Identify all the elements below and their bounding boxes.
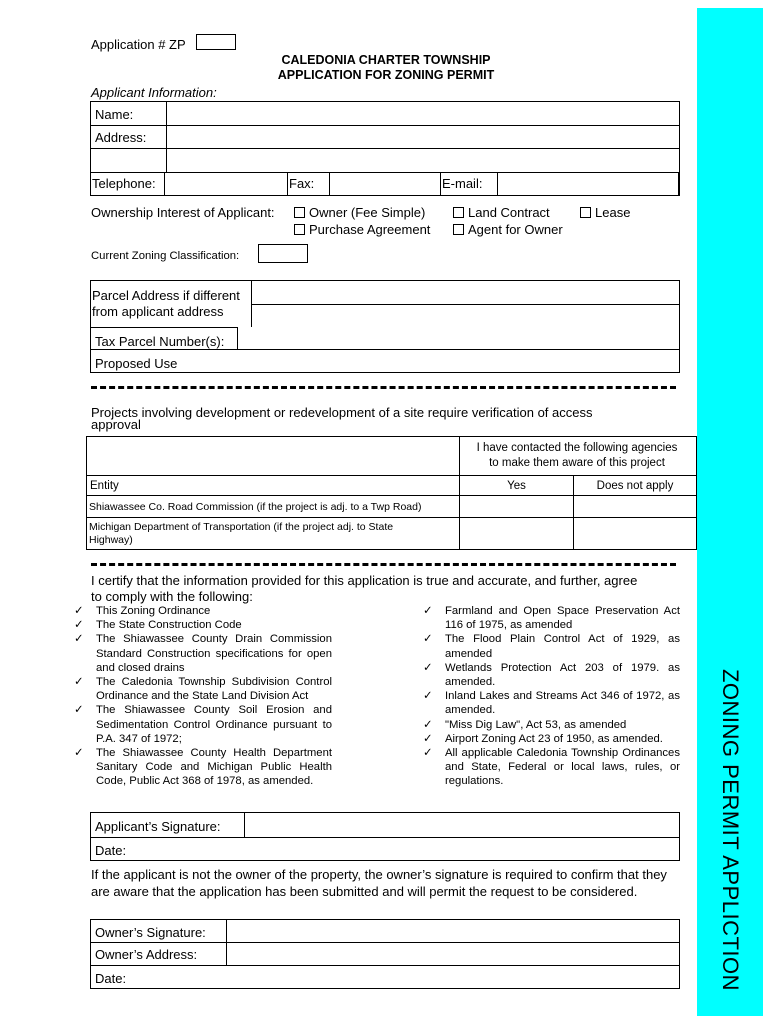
name-input[interactable] bbox=[167, 102, 679, 125]
owner-address-label: Owner’s Address: bbox=[95, 947, 198, 962]
applicant-signature-block bbox=[90, 812, 680, 861]
list-item: ✓ The Caledonia Township Subdivision Control Ordinance and the State Land Division Act bbox=[74, 676, 332, 703]
form-subtitle: APPLICATION FOR ZONING PERMIT bbox=[277, 68, 495, 82]
org-title: CALEDONIA CHARTER TOWNSHIP bbox=[281, 53, 491, 67]
list-item: ✓ The Shiawassee County Soil Erosion and Sedimentation Control Ordinance pursuant to P.A. 347 of 1972; bbox=[74, 704, 332, 745]
applicant-date-label: Date: bbox=[95, 843, 127, 858]
owner-signature-block bbox=[90, 919, 680, 989]
zoning-input[interactable] bbox=[258, 244, 308, 263]
checkbox-icon[interactable] bbox=[294, 224, 305, 235]
checkmark-icon: ✓ bbox=[74, 747, 84, 760]
mdot-yes-cell[interactable] bbox=[460, 518, 573, 549]
entity-column-header: Entity bbox=[90, 480, 119, 492]
address-label: Address: bbox=[95, 130, 147, 145]
list-item: ✓ All applicable Caledonia Township Ordinances and State, Federal or local laws, rules, or regulations. bbox=[423, 747, 680, 788]
checkbox-icon[interactable] bbox=[453, 207, 464, 218]
owner-signature-label: Owner’s Signature: bbox=[95, 925, 206, 940]
ownership-label: Ownership Interest of Applicant: bbox=[91, 205, 275, 220]
yes-column-header: Yes bbox=[507, 480, 526, 492]
list-item: ✓ The State Construction Code bbox=[74, 619, 242, 632]
tax-parcel-input[interactable] bbox=[237, 327, 679, 350]
access-intro: Projects involving development or redevelopment of a site require verification of access approval bbox=[91, 405, 593, 432]
application-number-label: Application # ZP bbox=[91, 37, 186, 52]
list-item: ✓ Farmland and Open Space Preservation Act 116 of 1975, as amended bbox=[423, 605, 680, 632]
list-item: ✓ Wetlands Protection Act 203 of 1979. as amended. bbox=[423, 661, 680, 689]
parcel-address-label: Parcel Address if different from applicant address bbox=[92, 288, 240, 319]
checkmark-icon: ✓ bbox=[74, 619, 84, 632]
applicant-date-input[interactable] bbox=[141, 838, 679, 861]
applicant-signature-label: Applicant’s Signature: bbox=[95, 819, 221, 834]
email-input[interactable] bbox=[497, 172, 679, 196]
road-commission-row: Shiawassee Co. Road Commission (if the project is adj. to a Twp Road) bbox=[89, 501, 422, 513]
email-label: E-mail: bbox=[442, 176, 483, 191]
checkmark-icon: ✓ bbox=[423, 661, 433, 674]
certify-text: I certify that the information provided for this application is true and accurate, and further, agree to comply with the following: bbox=[91, 573, 638, 604]
checkmark-icon: ✓ bbox=[423, 633, 433, 646]
checkmark-icon: ✓ bbox=[423, 732, 433, 745]
tax-parcel-label: Tax Parcel Number(s): bbox=[95, 334, 225, 349]
list-item: ✓ The Shiawassee County Drain Commission Standard Construction specifications for open and closed drains bbox=[74, 633, 332, 674]
road-commission-yes-cell[interactable] bbox=[460, 496, 573, 517]
zoning-label: Current Zoning Classification: bbox=[91, 250, 240, 262]
proposed-use-label: Proposed Use bbox=[95, 356, 178, 371]
checkmark-icon: ✓ bbox=[423, 747, 433, 760]
ownership-option-agent[interactable]: Agent for Owner bbox=[453, 222, 563, 237]
list-item: ✓ The Shiawassee County Health Department Sanitary Code and Michigan Public Health Code, Public Act 368 of 1978, as amended. bbox=[74, 747, 332, 788]
checkmark-icon: ✓ bbox=[74, 676, 84, 689]
telephone-label: Telephone: bbox=[92, 176, 156, 191]
checkmark-icon: ✓ bbox=[74, 633, 84, 646]
owner-date-input[interactable] bbox=[141, 966, 679, 988]
divider bbox=[91, 386, 676, 389]
proposed-use-input[interactable] bbox=[187, 349, 679, 373]
owner-signature-input[interactable] bbox=[227, 920, 679, 942]
checkbox-icon[interactable] bbox=[294, 207, 305, 218]
checkmark-icon: ✓ bbox=[74, 704, 84, 717]
address-input[interactable] bbox=[167, 125, 679, 172]
checkmark-icon: ✓ bbox=[423, 690, 433, 703]
owner-date-label: Date: bbox=[95, 971, 127, 986]
list-item: ✓ Airport Zoning Act 23 of 1950, as amended. bbox=[423, 732, 663, 745]
mdot-row: Michigan Department of Transportation (if the project adj. to State Highway) bbox=[89, 521, 394, 546]
divider bbox=[91, 563, 676, 566]
fax-input[interactable] bbox=[329, 172, 441, 196]
list-item: ✓ Inland Lakes and Streams Act 346 of 1972, as amended. bbox=[423, 690, 680, 717]
list-item: ✓ This Zoning Ordinance bbox=[74, 605, 211, 617]
road-commission-na-cell[interactable] bbox=[574, 496, 696, 517]
form-title bbox=[266, 53, 506, 83]
owner-address-input[interactable] bbox=[227, 943, 679, 965]
ownership-option-purchase[interactable]: Purchase Agreement bbox=[294, 222, 430, 237]
applicant-block bbox=[90, 101, 680, 196]
checkmark-icon: ✓ bbox=[423, 605, 433, 617]
name-label: Name: bbox=[95, 107, 134, 122]
telephone-input[interactable] bbox=[164, 172, 288, 196]
ownership-option-land-contract[interactable]: Land Contract bbox=[453, 205, 550, 220]
list-item: ✓ "Miss Dig Law", Act 53, as amended bbox=[423, 718, 627, 731]
side-banner-text: ZONING PERMIT APPLICTION bbox=[718, 668, 743, 992]
ownership-option-owner[interactable]: Owner (Fee Simple) bbox=[294, 205, 425, 220]
checkbox-icon[interactable] bbox=[580, 207, 591, 218]
certify-list-right bbox=[423, 604, 680, 789]
list-item: ✓ The Flood Plain Control Act of 1929, as amended bbox=[423, 633, 680, 660]
certify-list-left bbox=[74, 604, 332, 789]
checkmark-icon: ✓ bbox=[74, 605, 84, 617]
parcel-block bbox=[90, 280, 680, 373]
parcel-address-input[interactable] bbox=[252, 281, 679, 327]
checkbox-icon[interactable] bbox=[453, 224, 464, 235]
access-header: I have contacted the following agencies to make them aware of this project bbox=[476, 442, 678, 469]
does-not-apply-column-header: Does not apply bbox=[596, 480, 674, 492]
checkmark-icon: ✓ bbox=[423, 718, 433, 731]
fax-label: Fax: bbox=[289, 176, 315, 191]
applicant-signature-input[interactable] bbox=[245, 813, 679, 837]
access-table bbox=[86, 436, 697, 550]
owner-note: If the applicant is not the owner of the property, the owner’s signature is required to confirm that they are aware that the application has been submitted and will permit the request to be considered. bbox=[91, 867, 667, 899]
applicant-section-label: Applicant Information: bbox=[91, 85, 217, 100]
ownership-option-lease[interactable]: Lease bbox=[580, 205, 630, 220]
application-number-field[interactable] bbox=[196, 34, 236, 50]
mdot-na-cell[interactable] bbox=[574, 518, 696, 549]
